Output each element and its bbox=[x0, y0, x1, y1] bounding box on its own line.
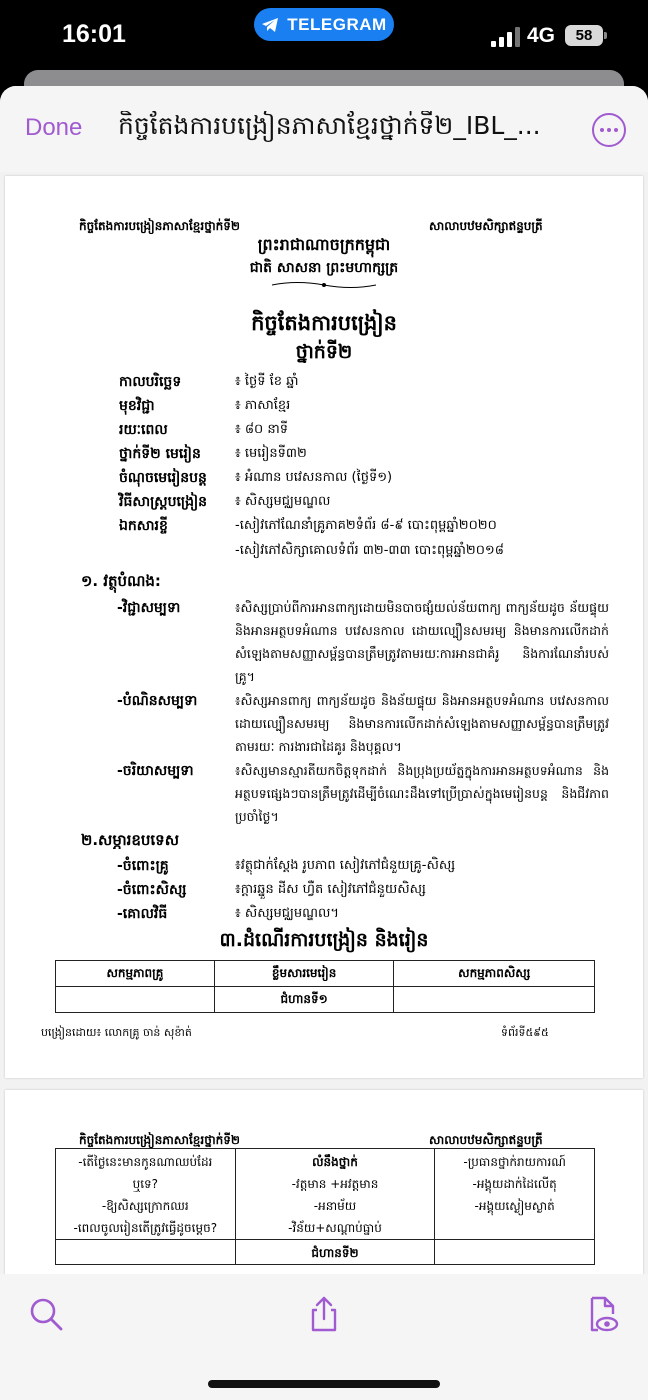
material-text-student: ៖ក្ដារឆ្នួន ដីស ហ្វឺត សៀវភៅជំនួយសិស្ស bbox=[235, 882, 426, 897]
material-label-teacher: -ចំពោះគ្រូ bbox=[117, 858, 169, 874]
table-cell bbox=[435, 1240, 595, 1265]
more-icon-dot bbox=[607, 128, 611, 132]
telegram-icon bbox=[261, 17, 279, 33]
content-line: -អនាម័យ bbox=[313, 1199, 357, 1213]
objective-label-knowledge: -វិជ្ជាសម្បទា bbox=[117, 600, 181, 616]
objective-label-attitude: -ចរិយាសម្បទា bbox=[117, 763, 194, 779]
telegram-pill[interactable] bbox=[254, 8, 394, 41]
table-head-student: សកម្មភាពសិស្ស bbox=[394, 961, 595, 987]
share-icon bbox=[304, 1294, 344, 1334]
section-process: ៣.ដំណើរការបង្រៀន និងរៀន bbox=[219, 929, 429, 951]
teacher-line: ឬទេ? bbox=[132, 1177, 159, 1191]
field-value-date: ៖ ថ្ងៃទី ខែ ឆ្នាំ bbox=[235, 374, 299, 389]
section-materials: ២.សម្ភារឧបទេស bbox=[81, 831, 179, 849]
teacher-line: -តើថ្ងៃនេះមានកូនណាឈប់ដែរ bbox=[78, 1155, 213, 1169]
material-label-student: -ចំពោះសិស្ស bbox=[117, 882, 187, 898]
table-head-content: ខ្លឹមសារមេរៀន bbox=[214, 961, 394, 987]
search-button[interactable] bbox=[26, 1294, 66, 1334]
document-title: កិច្ចតែងការបង្រៀនភាសាខ្មែរថ្នាក់ទី២_IBL_... bbox=[118, 111, 541, 140]
field-label-date: កាលបរិច្ឆេទ bbox=[119, 374, 182, 390]
status-bar bbox=[0, 0, 648, 70]
student-line: -អង្គុយដាក់ដៃលើតុ bbox=[472, 1177, 557, 1191]
content-heading: លំនឹងថ្នាក់ bbox=[312, 1155, 358, 1169]
table-cell-student bbox=[435, 1149, 595, 1240]
objective-text-skills: ៖សិស្សអានពាក្យ ពាក្យន័យដូច និងន័យផ្ទុយ និងអានអត្ថបទអំណាន បវេសនកាល ដោយល្បឿនសមរម្យ និងមានការលើកដាក់សំឡេងតាមសញ្ញាសម្ព័ន្ធបានត្រឹមត្រូវតាមរយៈ ការងារជាដៃគូរ និងបុគ្គល។ bbox=[235, 693, 609, 754]
table-cell bbox=[56, 987, 215, 1013]
done-button[interactable]: Done bbox=[25, 114, 83, 141]
teacher-line: -ពេលចូលរៀនតើត្រូវធ្វើដូចម្ដេច? bbox=[73, 1221, 218, 1235]
page-header-left: កិច្ចតែងការបង្រៀនភាសាខ្មែរថ្នាក់ទី២ bbox=[79, 219, 240, 233]
search-icon bbox=[26, 1294, 66, 1334]
lesson-table-continued bbox=[55, 1148, 595, 1265]
page-footer-teacher: បង្រៀនដោយ៖ លោកគ្រូ ចាន់ សុខ៉ាត់ bbox=[41, 1026, 192, 1039]
document-page-1[interactable] bbox=[5, 176, 643, 1078]
field-value-duration: ៖ ៨០ នាទី bbox=[235, 422, 289, 437]
home-indicator[interactable] bbox=[208, 1380, 440, 1388]
field-label-lesson: ថ្នាក់ទី២ មេរៀន bbox=[119, 446, 201, 462]
field-label-topic: ចំណុចមេរៀនបន្ត bbox=[119, 470, 207, 486]
student-line: -ប្រធានថ្នាក់រាយការណ៍ bbox=[463, 1155, 566, 1169]
page-number: ទំព័រទី៥៩៥ bbox=[501, 1026, 549, 1039]
more-icon-dot bbox=[614, 128, 618, 132]
table-cell-teacher bbox=[56, 1149, 236, 1240]
field-value-lesson: ៖ មេរៀនទី៣២ bbox=[235, 446, 307, 461]
plan-title: កិច្ចតែងការបង្រៀន bbox=[251, 311, 397, 335]
objective-label-skills: -បំណិនសម្បទា bbox=[117, 693, 198, 709]
section-objectives: ១. វត្ថុបំណង: bbox=[81, 572, 161, 590]
page-header-right: សាលាបឋមសិក្សាឥន្ទបត្រី bbox=[429, 1133, 543, 1147]
table-cell bbox=[394, 987, 595, 1013]
motto-heading: ជាតិ សាសនា ព្រះមហាក្សត្រ bbox=[249, 260, 399, 276]
status-time: 16:01 bbox=[62, 20, 126, 48]
page-header-right: សាលាបឋមសិក្សាឥន្ទបត្រី bbox=[429, 219, 543, 233]
nav-bar bbox=[0, 86, 648, 172]
ornament-divider bbox=[270, 280, 378, 290]
material-label-method: -គោលវិធី bbox=[117, 906, 168, 922]
field-value-topic: ៖ អំណាន បវេសនកាល (ថ្ងៃទី១) bbox=[235, 470, 393, 485]
material-text-teacher: ៖វត្ថុជាក់ស្តែង រូបភាព សៀវភៅជំនួយគ្រូ-សិស្ស bbox=[235, 858, 456, 873]
share-button[interactable] bbox=[304, 1294, 344, 1334]
telegram-label: TELEGRAM bbox=[287, 14, 387, 34]
lesson-table bbox=[55, 960, 595, 1013]
table-head-teacher: សកម្មភាពគ្រូ bbox=[56, 961, 215, 987]
field-value-reference-1: -សៀវភៅណែនាំគ្រូភាគ២ទំព័រ ៨-៩ បោះពុម្ពឆ្នាំ២០២០ bbox=[235, 518, 497, 533]
battery-tip bbox=[604, 32, 607, 39]
signal-icon bbox=[491, 27, 521, 47]
material-text-method: ៖ សិស្សមជ្ឈមណ្ឌល។ bbox=[235, 906, 339, 921]
field-value-subject: ៖ ភាសាខ្មែរ bbox=[235, 398, 291, 413]
markup-button[interactable] bbox=[582, 1294, 622, 1334]
content-line: -វិន័យ+សណ្ដាប់ធ្នាប់ bbox=[288, 1221, 382, 1235]
field-value-reference-2: -សៀវភៅសិក្សាគោលទំព័រ ៣២-៣៣ បោះពុម្ពឆ្នាំ២០១៨ bbox=[235, 543, 504, 558]
field-label-references: ឯកសារខ្ចី bbox=[119, 518, 168, 534]
objective-text-attitude: ៖សិស្សមានស្មារតីយកចិត្តទុកដាក់ និងប្រុងប្រយ័ត្នក្នុងការអានអត្ថបទអំណាន និងអត្ថបទផ្សេងៗបានត្រឹមត្រូវដើម្បីចំណេះដឹងទៅប្រើប្រាស់ក្នុងមេរៀនបន្ត និងជីវភាពប្រចាំថ្ងៃ។ bbox=[235, 763, 609, 824]
kingdom-heading: ព្រះរាជាណាចក្រកម្ពុជា bbox=[257, 235, 391, 254]
field-value-method: ៖ សិស្សមជ្ឈមណ្ឌល bbox=[235, 494, 331, 509]
network-type: 4G bbox=[527, 24, 556, 47]
battery-level: 58 bbox=[575, 27, 593, 44]
battery-icon bbox=[565, 25, 603, 46]
markup-icon bbox=[582, 1294, 622, 1334]
teacher-line: -ឱ្យសិស្សក្រោកឈរ bbox=[101, 1199, 189, 1213]
document-viewer bbox=[0, 86, 648, 1400]
field-label-method: វិធីសាស្ត្របង្រៀន bbox=[119, 494, 208, 510]
more-icon bbox=[600, 128, 604, 132]
table-cell bbox=[56, 1240, 236, 1265]
table-cell-step-1: ជំហានទី១ bbox=[214, 987, 394, 1013]
student-line: -អង្គុយស្ងៀមស្ងាត់ bbox=[474, 1199, 555, 1213]
field-label-duration: រយៈពេល bbox=[119, 422, 168, 438]
grade-title: ថ្នាក់ទី២ bbox=[295, 341, 353, 363]
objective-text-knowledge: ៖សិស្សប្រាប់ពីការអានពាក្យដោយមិនបាចផ្សំយល់ន័យពាក្យ ពាក្យន័យដូច ន័យផ្ទុយ និងអានអត្ថបទអំណាន បវេសនកាល ដោយល្បឿនសមរម្យ និងមានការលើកដាក់សំឡេងតាមសញ្ញាសម្ព័ន្ធបានត្រឹមត្រូវតាមរយៈការអានជាគំរូ និងការណែនាំរបស់គ្រូ។ bbox=[235, 600, 609, 684]
page-header-left: កិច្ចតែងការបង្រៀនភាសាខ្មែរថ្នាក់ទី២ bbox=[79, 1133, 240, 1147]
table-cell-content bbox=[235, 1149, 435, 1240]
content-line: -វត្តមាន +អវត្តមាន bbox=[291, 1177, 379, 1191]
field-label-subject: មុខវិជ្ជា bbox=[119, 398, 155, 414]
table-cell-step-2: ជំហានទី២ bbox=[235, 1240, 435, 1265]
more-button[interactable] bbox=[592, 113, 626, 147]
